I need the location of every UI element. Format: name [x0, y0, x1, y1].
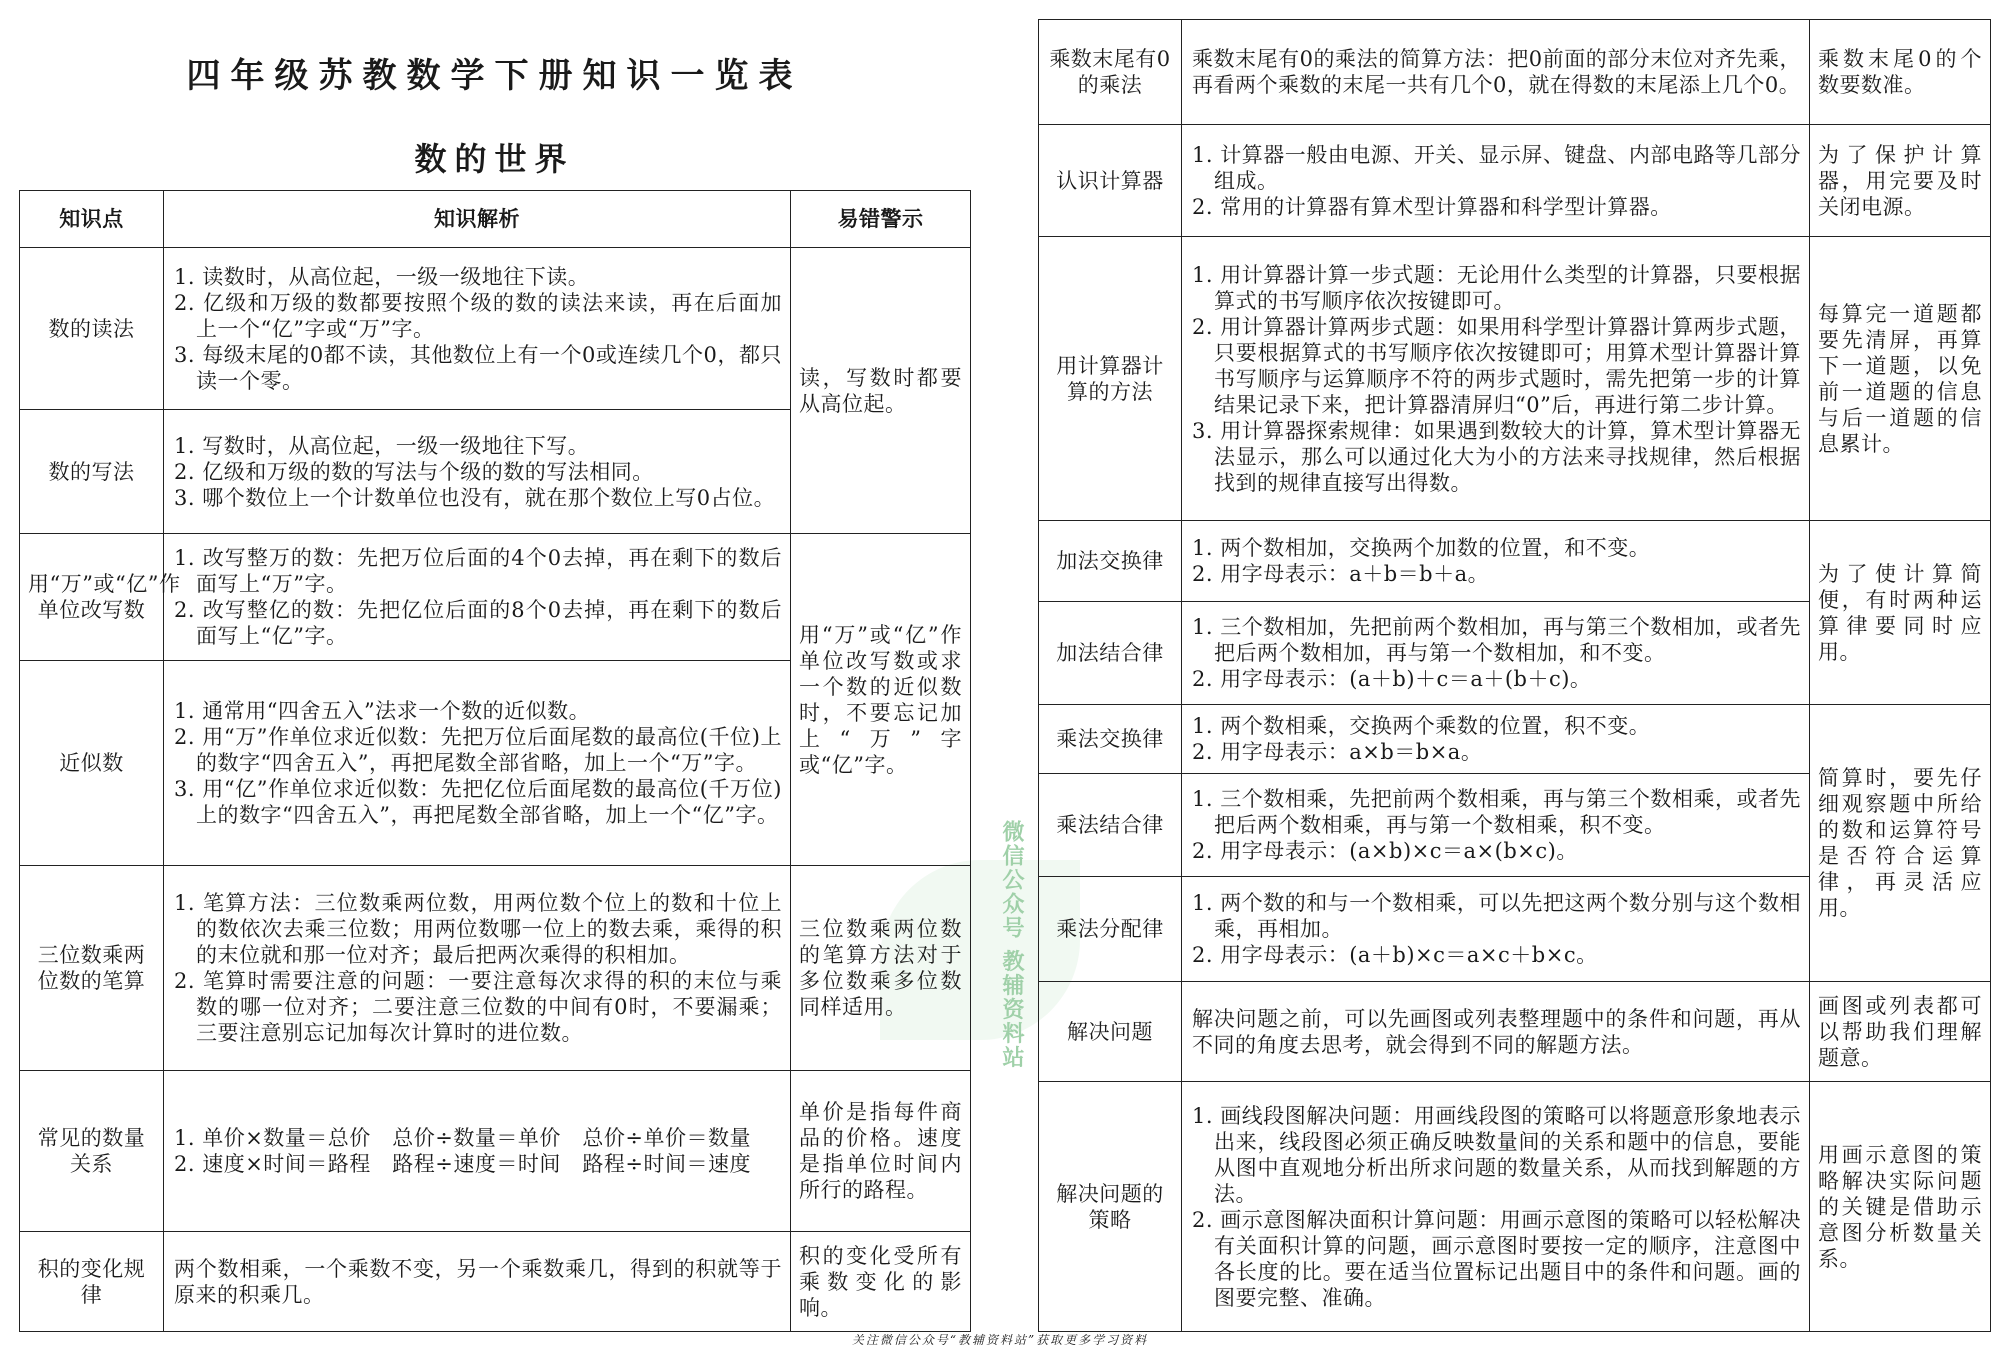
analysis-cell [1182, 1082, 1810, 1332]
analysis-item: 2. 亿级和万级的数的写法与个级的数的写法相同。 [174, 459, 654, 484]
table-row [20, 1232, 971, 1332]
analysis-item: 3. 每级末尾的0都不读，其他数位上有一个0或连续几个0，都只读一个零。 [174, 342, 782, 393]
header-topic: 知识点 [20, 191, 164, 248]
table-row [1039, 20, 1991, 125]
analysis-cell [164, 661, 791, 866]
warning-cell: 积的变化受所有乘数变化的影响。 [791, 1232, 971, 1332]
table-row [20, 534, 971, 661]
analysis-cell [164, 1071, 791, 1232]
analysis-item: 1. 读数时，从高位起，一级一级地往下读。 [174, 264, 590, 289]
topic-cell: 乘数末尾有0的乘法 [1039, 20, 1182, 125]
topic-cell: 加法结合律 [1039, 602, 1182, 705]
analysis-item: 2. 用字母表示：(a＋b)＋c＝a＋(b＋c)。 [1192, 667, 1592, 691]
table-row [1039, 1082, 1991, 1332]
topic-cell: 加法交换律 [1039, 521, 1182, 602]
section-title: 数的世界 [414, 140, 575, 178]
analysis-item: 2. 用计算器计算两步式题：如果用科学型计算器计算两步式题，只要根据算式的书写顺序依次按键即可；用算术型计算器计算书写顺序与运算顺序不符的两步式题时，需先把第一步的计算结果记录下来，把计算器清屏归“0”后，再进行第二步计算。 [1192, 314, 1801, 417]
analysis-item: 2. 用“万”作单位求近似数：先把万位后面尾数的最高位(千位)上的数字“四舍五入”，再把尾数全部省略，加上一个“万”字。 [174, 725, 782, 775]
analysis-cell [1182, 705, 1810, 774]
footer-note: 关注微信公众号“教辅资料站”获取更多学习资料 [851, 1333, 1149, 1347]
analysis-item: 两个数相乘，一个乘数不变，另一个乘数乘几，得到的积就等于原来的积乘几。 [174, 1256, 782, 1307]
header-warning: 易错警示 [791, 191, 971, 248]
analysis-item: 1. 单价×数量＝总价 总价÷数量＝单价 总价÷单价＝数量 [174, 1126, 751, 1150]
warning-cell: 简算时，要先仔细观察题中所给的数和运算符号是否符合运算律，再灵活应用。 [1810, 705, 1991, 982]
left-knowledge-table [19, 190, 971, 1332]
table-row [20, 866, 971, 1071]
analysis-cell [1182, 20, 1810, 125]
analysis-item: 3. 用计算器探索规律：如果遇到数较大的计算，算术型计算器无法显示，那么可以通过化大为小的方法来寻找规律，然后根据找到的规律直接写出得数。 [1192, 418, 1801, 495]
warning-cell: 每算完一道题都要先清屏，再算下一道题，以免前一道题的信息与后一道题的信息累计。 [1810, 237, 1991, 521]
table-row [20, 248, 971, 410]
table-row [1039, 705, 1991, 774]
analysis-item: 2. 笔算时需要注意的问题：一要注意每次求得的积的末位与乘数的哪一位对齐；二要注意三位数的中间有0时，不要漏乘；三要注意别忘记加每次计算时的进位数。 [174, 969, 782, 1045]
analysis-item: 1. 用计算器计算一步式题：无论用什么类型的计算器，只要根据算式的书写顺序依次按键即可。 [1192, 262, 1801, 313]
analysis-cell [1182, 237, 1810, 521]
analysis-item: 1. 画线段图解决问题：用画线段图的策略可以将题意形象地表示出来，线段图必须正确反映数量间的关系和题中的信息，要能从图中直观地分析出所求问题的数量关系，从而找到解题的方法。 [1192, 1103, 1801, 1206]
topic-cell: 数的读法 [20, 248, 164, 410]
right-knowledge-table [1038, 19, 1991, 1332]
page-title: 四年级苏教数学下册知识一览表 [186, 56, 803, 96]
analysis-item: 解决问题之前，可以先画图或列表整理题中的条件和问题，再从不同的角度去思考，就会得到不同的解题方法。 [1192, 1006, 1801, 1057]
warning-cell: 为了保护计算器，用完要及时关闭电源。 [1810, 125, 1991, 237]
analysis-item: 1. 两个数的和与一个数相乘，可以先把这两个数分别与这个数相乘，再相加。 [1192, 891, 1801, 941]
topic-cell: 解决问题 [1039, 982, 1182, 1082]
analysis-item: 2. 用字母表示：a×b＝b×a。 [1192, 740, 1483, 764]
topic-cell: 用计算器计算的方法 [1039, 237, 1182, 521]
analysis-cell [1182, 125, 1810, 237]
header-analysis: 知识解析 [164, 191, 791, 248]
analysis-item: 2. 画示意图解决面积计算问题：用画示意图的策略可以轻松解决有关面积计算的问题，画示意图时要按一定的顺序，注意图中各长度的比。要在适当位置标记出题目中的条件和问题。画的图要完整、准确。 [1192, 1207, 1801, 1310]
watermark-text: 微信公众号 教辅资料站 [999, 820, 1024, 1070]
analysis-item: 乘数末尾有0的乘法的简算方法：把0前面的部分末位对齐先乘，再看两个乘数的末尾一共有几个0，就在得数的末尾添上几个0。 [1192, 47, 1801, 97]
warning-cell: 乘数末尾0的个数要数准。 [1810, 20, 1991, 125]
topic-cell: 认识计算器 [1039, 125, 1182, 237]
analysis-item: 2. 用字母表示：(a＋b)×c＝a×c＋b×c。 [1192, 943, 1598, 967]
analysis-item: 1. 写数时，从高位起，一级一级地往下写。 [174, 433, 590, 458]
analysis-cell [164, 248, 791, 410]
analysis-item: 2. 常用的计算器有算术型计算器和科学型计算器。 [1192, 194, 1672, 219]
table-row [20, 1071, 971, 1232]
analysis-cell [1182, 602, 1810, 705]
analysis-cell [164, 1232, 791, 1332]
analysis-item: 3. 哪个数位上一个计数单位也没有，就在那个数位上写0占位。 [174, 485, 776, 510]
topic-cell: 乘法分配律 [1039, 877, 1182, 982]
topic-cell: 常见的数量关系 [20, 1071, 164, 1232]
warning-cell: 读，写数时都要从高位起。 [791, 248, 971, 534]
table-row [1039, 521, 1991, 602]
topic-cell: 积的变化规律 [20, 1232, 164, 1332]
analysis-item: 1. 三个数相乘，先把前两个数相乘，再与第三个数相乘，或者先把后两个数相乘，再与第一个数相乘，积不变。 [1192, 787, 1801, 837]
warning-cell: 用画示意图的策略解决实际问题的关键是借助示意图分析数量关系。 [1810, 1082, 1991, 1332]
analysis-item: 1. 通常用“四舍五入”法求一个数的近似数。 [174, 699, 591, 723]
analysis-item: 1. 两个数相加，交换两个加数的位置，和不变。 [1192, 536, 1651, 560]
table-row [1039, 982, 1991, 1082]
analysis-item: 2. 用字母表示：(a×b)×c＝a×(b×c)。 [1192, 839, 1578, 863]
analysis-item: 1. 改写整万的数：先把万位后面的4个0去掉，再在剩下的数后面写上“万”字。 [174, 546, 782, 596]
analysis-item: 1. 笔算方法：三位数乘两位数，用两位数个位上的数和十位上的数依次去乘三位数；用两位数哪一位上的数去乘，乘得的积的末位就和那一位对齐；最后把两次乘得的积相加。 [174, 891, 782, 967]
analysis-item: 2. 亿级和万级的数都要按照个级的数的读法来读，再在后面加上一个“亿”字或“万”字。 [174, 290, 782, 341]
topic-cell: 用“万”或“亿”作单位改写数 [20, 534, 164, 661]
topic-cell: 解决问题的策略 [1039, 1082, 1182, 1332]
analysis-cell [164, 534, 791, 661]
warning-cell: 单价是指每件商品的价格。速度是指单位时间内所行的路程。 [791, 1071, 971, 1232]
analysis-item: 2. 用字母表示：a＋b＝b＋a。 [1192, 562, 1490, 586]
warning-cell: 为了使计算简便，有时两种运算律要同时应用。 [1810, 521, 1991, 705]
warning-cell: 三位数乘两位数的笔算方法对于多位数乘多位数同样适用。 [791, 866, 971, 1071]
analysis-item: 1. 两个数相乘，交换两个乘数的位置，积不变。 [1192, 714, 1651, 738]
analysis-item: 3. 用“亿”作单位求近似数：先把亿位后面尾数的最高位(千万位)上的数字“四舍五入”，再把尾数全部省略，加上一个“亿”字。 [174, 777, 782, 827]
analysis-cell [1182, 877, 1810, 982]
analysis-item: 1. 三个数相加，先把前两个数相加，再与第三个数相加，或者先把后两个数相加，再与第一个数相加，和不变。 [1192, 615, 1801, 665]
table-row [1039, 237, 1991, 521]
analysis-cell [164, 866, 791, 1071]
analysis-cell [1182, 774, 1810, 877]
analysis-item: 2. 改写整亿的数：先把亿位后面的8个0去掉，再在剩下的数后面写上“亿”字。 [174, 598, 782, 648]
analysis-item: 2. 速度×时间＝路程 路程÷速度＝时间 路程÷时间＝速度 [174, 1152, 751, 1176]
table-row [1039, 125, 1991, 237]
topic-cell: 乘法结合律 [1039, 774, 1182, 877]
analysis-item: 1. 计算器一般由电源、开关、显示屏、键盘、内部电路等几部分组成。 [1192, 142, 1801, 193]
analysis-cell [1182, 521, 1810, 602]
topic-cell: 数的写法 [20, 410, 164, 534]
topic-cell: 乘法交换律 [1039, 705, 1182, 774]
analysis-cell [164, 410, 791, 534]
topic-cell: 近似数 [20, 661, 164, 866]
analysis-cell [1182, 982, 1810, 1082]
topic-cell: 三位数乘两位数的笔算 [20, 866, 164, 1071]
warning-cell: 用“万”或“亿”作单位改写数或求一个数的近似数时，不要忘记加上“万”字或“亿”字。 [791, 534, 971, 866]
table-header-row [20, 191, 971, 248]
warning-cell: 画图或列表都可以帮助我们理解题意。 [1810, 982, 1991, 1082]
